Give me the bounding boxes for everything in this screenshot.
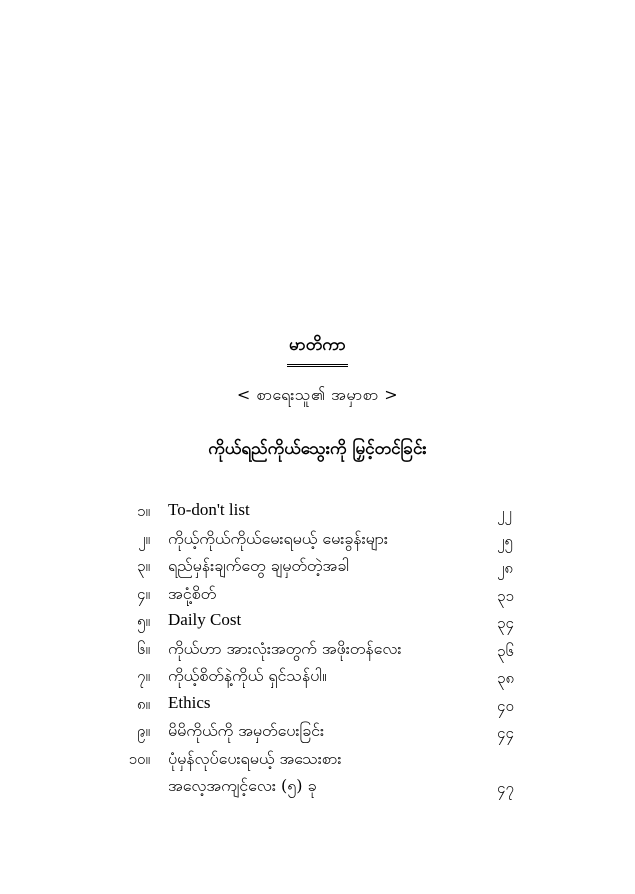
toc-entry-title: Daily Cost (168, 610, 242, 629)
toc-entry-page: ၂၈ (497, 559, 513, 577)
toc-entry-number: ၆။ (137, 639, 150, 658)
toc-entry-10-continued (0, 773, 635, 801)
toc-entry-title: ပုံမှန်လုပ်ပေးရမယ့် အသေးစား (168, 748, 342, 768)
toc-entry-10 (0, 746, 635, 774)
toc-title-text: မာတိကာ (287, 334, 348, 367)
toc-entry-number: ၈။ (136, 694, 150, 713)
toc-entry-page: ၄၀ (497, 696, 514, 715)
toc-entry-page: ၃၆ (497, 641, 514, 660)
toc-entry-title: အငုံ့စိတ် (168, 583, 217, 603)
toc-entry-title: ကိုယ့်စိတ်နဲ့ကိုယ် ရှင်သန်ပါ။ (168, 666, 327, 685)
author-preface-line: < စာရေးသူ၏ အမှာစာ > (236, 385, 399, 404)
section-title: ကိုယ်ရည်ကိုယ်သွေးကို မြှင့်တင်ခြင်း (208, 439, 427, 459)
toc-entry-1 (0, 498, 635, 526)
toc-entry-page: ၄၄ (497, 724, 514, 742)
toc-entry-title: ကိုယ့်ကိုယ်ကိုယ်မေးရမယ့် မေးခွန်းများ (168, 528, 388, 548)
toc-entry-number: ၂။ (138, 529, 150, 548)
toc-entry-number: ၁။ (137, 502, 150, 520)
toc-entry-2 (0, 526, 635, 554)
toc-entry-number: ၄။ (137, 584, 150, 603)
toc-entry-9 (0, 718, 635, 746)
toc-entry-page: ၃၈ (497, 669, 515, 687)
toc-entry-8 (0, 691, 635, 719)
toc-entry-page: ၂၅ (497, 531, 513, 550)
toc-entry-7 (0, 663, 635, 691)
toc-entry-title: ရည်မှန်းချက်တွေ ချမှတ်တဲ့အခါ (168, 556, 349, 575)
toc-entry-number: ၉။ (137, 722, 150, 740)
toc-entry-title: မိမိကိုယ်ကို အမှတ်ပေးခြင်း (168, 721, 325, 740)
toc-list (0, 498, 635, 801)
toc-entry-number: ၇။ (137, 667, 150, 685)
toc-entry-number: ၅။ (137, 612, 150, 630)
toc-entry-page: ၄၇ (497, 779, 514, 797)
toc-entry-title: To-don't list (168, 500, 250, 519)
toc-entry-page: ၃၁ (497, 586, 514, 605)
toc-entry-number: ၁၀။ (128, 749, 150, 768)
toc-entry-4 (0, 581, 635, 609)
toc-entry-title: ကိုယ်ဟာ အားလုံးအတွက် အဖိုးတန်လေး (168, 638, 402, 658)
toc-entry-5 (0, 608, 635, 636)
toc-entry-3 (0, 553, 635, 581)
toc-entry-title: အလေ့အကျင့်လေး (၅) ခု (168, 776, 317, 795)
toc-entry-number: ၃။ (137, 557, 150, 575)
toc-entry-page: ၂၂ (497, 504, 512, 522)
toc-entry-title: Ethics (168, 692, 211, 712)
toc-entry-6 (0, 636, 635, 664)
toc-entry-page: ၃၄ (497, 614, 514, 632)
toc-title (0, 334, 635, 367)
